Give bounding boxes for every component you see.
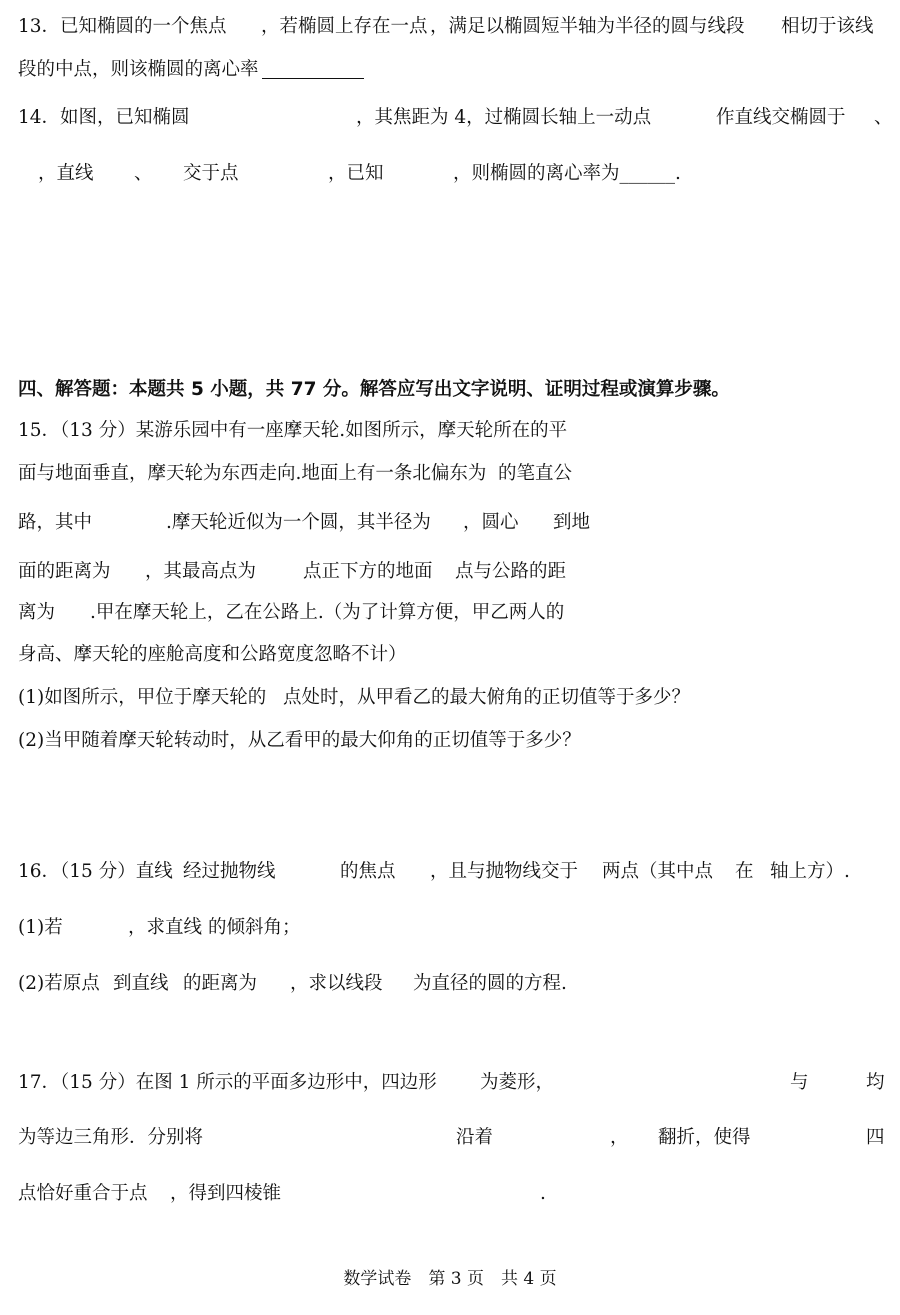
- q14-text-f: 、: [134, 163, 153, 184]
- q15-p1a: (1)如图所示，甲位于摩天轮的: [18, 687, 267, 708]
- q15-text-4c: 点正下方的地面: [303, 561, 433, 582]
- q13-line2: [18, 58, 888, 82]
- q17-text-2a: 为等边三角形．分别将: [18, 1127, 204, 1148]
- q16-p2e: 为直径的圆的方程.: [413, 973, 567, 994]
- q17-text-1a: 17．（15 分）在图 1 所示的平面多边形中，四边形: [18, 1072, 437, 1093]
- q15-p2: (2)当甲随着摩天轮转动时，从乙看甲的最大仰角的正切值等于多少？: [18, 730, 581, 751]
- q17-line1: [18, 1071, 888, 1095]
- q15-text-4a: 面的距离为: [18, 561, 111, 582]
- q16-part1: [18, 916, 888, 940]
- q16-p2a: (2)若原点: [18, 973, 100, 994]
- q17-text-1d: 均: [866, 1072, 885, 1093]
- q17-line2: [18, 1126, 888, 1150]
- q13-text-b: ，若椭圆上存在一点: [261, 16, 428, 37]
- q15-line2: [18, 462, 618, 486]
- q13-text-e: 段的中点，则该椭圆的离心率: [18, 59, 259, 80]
- q15-text-3c: ，圆心: [463, 512, 519, 533]
- q14-line2: [18, 162, 888, 186]
- q16-p1c: 的倾斜角；: [208, 917, 301, 938]
- q16-line1: [18, 860, 888, 884]
- q14-text-i: ，则椭圆的离心率为______.: [453, 163, 681, 184]
- q13-text-d: 相切于该线: [781, 16, 874, 37]
- q15-part1: [18, 686, 888, 710]
- q17-text-2d: 翻折，使得: [658, 1127, 751, 1148]
- q17-text-2e: 四: [866, 1127, 885, 1148]
- q16-p1b: ，求直线: [128, 917, 203, 938]
- q16-text-1e: 两点（其中点: [602, 861, 714, 882]
- q15-p1b: 点处时，从甲看乙的最大俯角的正切值等于多少？: [283, 687, 691, 708]
- q15-text-4b: ，其最高点为: [145, 561, 257, 582]
- q15-text-3b: .摩天轮近似为一个圆，其半径为: [166, 512, 431, 533]
- q14-text-e: ，直线: [38, 163, 94, 184]
- q15-text-2b: 的笔直公: [498, 463, 573, 484]
- q17-text-3b: ，得到四棱锥: [170, 1183, 282, 1204]
- q16-text-1a: 16．（15 分）直线: [18, 861, 173, 882]
- q16-p2c: 的距离为: [183, 973, 258, 994]
- q14-line1: [18, 106, 893, 130]
- q15-line1: [18, 419, 618, 443]
- q15-text-4d: 点与公路的距: [455, 561, 567, 582]
- q16-part2: [18, 972, 888, 996]
- q17-text-3c: .: [540, 1183, 546, 1204]
- q16-text-1d: ，且与抛物线交于: [430, 861, 579, 882]
- q16-p2b: 到直线: [113, 973, 169, 994]
- q16-text-1c: 的焦点: [340, 861, 396, 882]
- q17-text-3a: 点恰好重合于点: [18, 1183, 148, 1204]
- q14-text-d: 、: [874, 107, 893, 128]
- q17-text-2b: 沿着: [456, 1127, 494, 1148]
- q15-line5: [18, 601, 618, 625]
- section-heading: [18, 378, 888, 402]
- q17-text-1b: 为菱形，: [480, 1072, 555, 1093]
- q17-text-1c: 与: [790, 1072, 809, 1093]
- q15-text-3d: 到地: [553, 512, 591, 533]
- q14-text-c: 作直线交椭圆于: [716, 107, 846, 128]
- q14-text-h: ，已知: [328, 163, 384, 184]
- q17-line3: [18, 1182, 888, 1206]
- q15-text-6: 身高、摩天轮的座舱高度和公路宽度忽略不计）: [18, 644, 407, 665]
- answer-blank: [262, 60, 364, 86]
- q16-p2d: ，求以线段: [290, 973, 383, 994]
- q16-text-1g: 轴上方）.: [770, 861, 850, 882]
- page-footer: 数学试卷 第 3 页 共 4 页: [343, 1269, 557, 1289]
- section-heading-text: 四、解答题：本题共 5 小题，共 77 分。解答应写出文字说明、证明过程或演算步骤。: [18, 379, 730, 400]
- q14-text-a: 14．如图，已知椭圆: [18, 107, 190, 128]
- q16-text-1b: 经过抛物线: [183, 861, 276, 882]
- q17-text-2c: ，: [610, 1127, 629, 1148]
- q15-text-5a: 离为: [18, 602, 56, 623]
- q15-text-5b: .甲在摩天轮上，乙在公路上.（为了计算方便，甲乙两人的: [90, 602, 565, 623]
- q14-text-g: 交于点: [183, 163, 239, 184]
- q14-text-b: ，其焦距为 4，过椭圆长轴上一动点: [356, 107, 652, 128]
- q16-p1a: (1)若: [18, 917, 63, 938]
- q16-text-1f: 在: [735, 861, 754, 882]
- q15-line4: [18, 560, 618, 584]
- q15-text-1: 15．（13 分）某游乐园中有一座摩天轮.如图所示，摩天轮所在的平: [18, 420, 568, 441]
- q13-text-a: 13．已知椭圆的一个焦点: [18, 16, 227, 37]
- q15-line3: [18, 511, 618, 535]
- q15-part2: [18, 729, 888, 753]
- q15-line6: [18, 643, 618, 667]
- q13-text-c: ，满足以椭圆短半轴为半径的圆与线段: [430, 16, 745, 37]
- q13-line1: [18, 15, 888, 39]
- q15-text-3a: 路，其中: [18, 512, 93, 533]
- q15-text-2a: 面与地面垂直，摩天轮为东西走向.地面上有一条北偏东为: [18, 463, 487, 484]
